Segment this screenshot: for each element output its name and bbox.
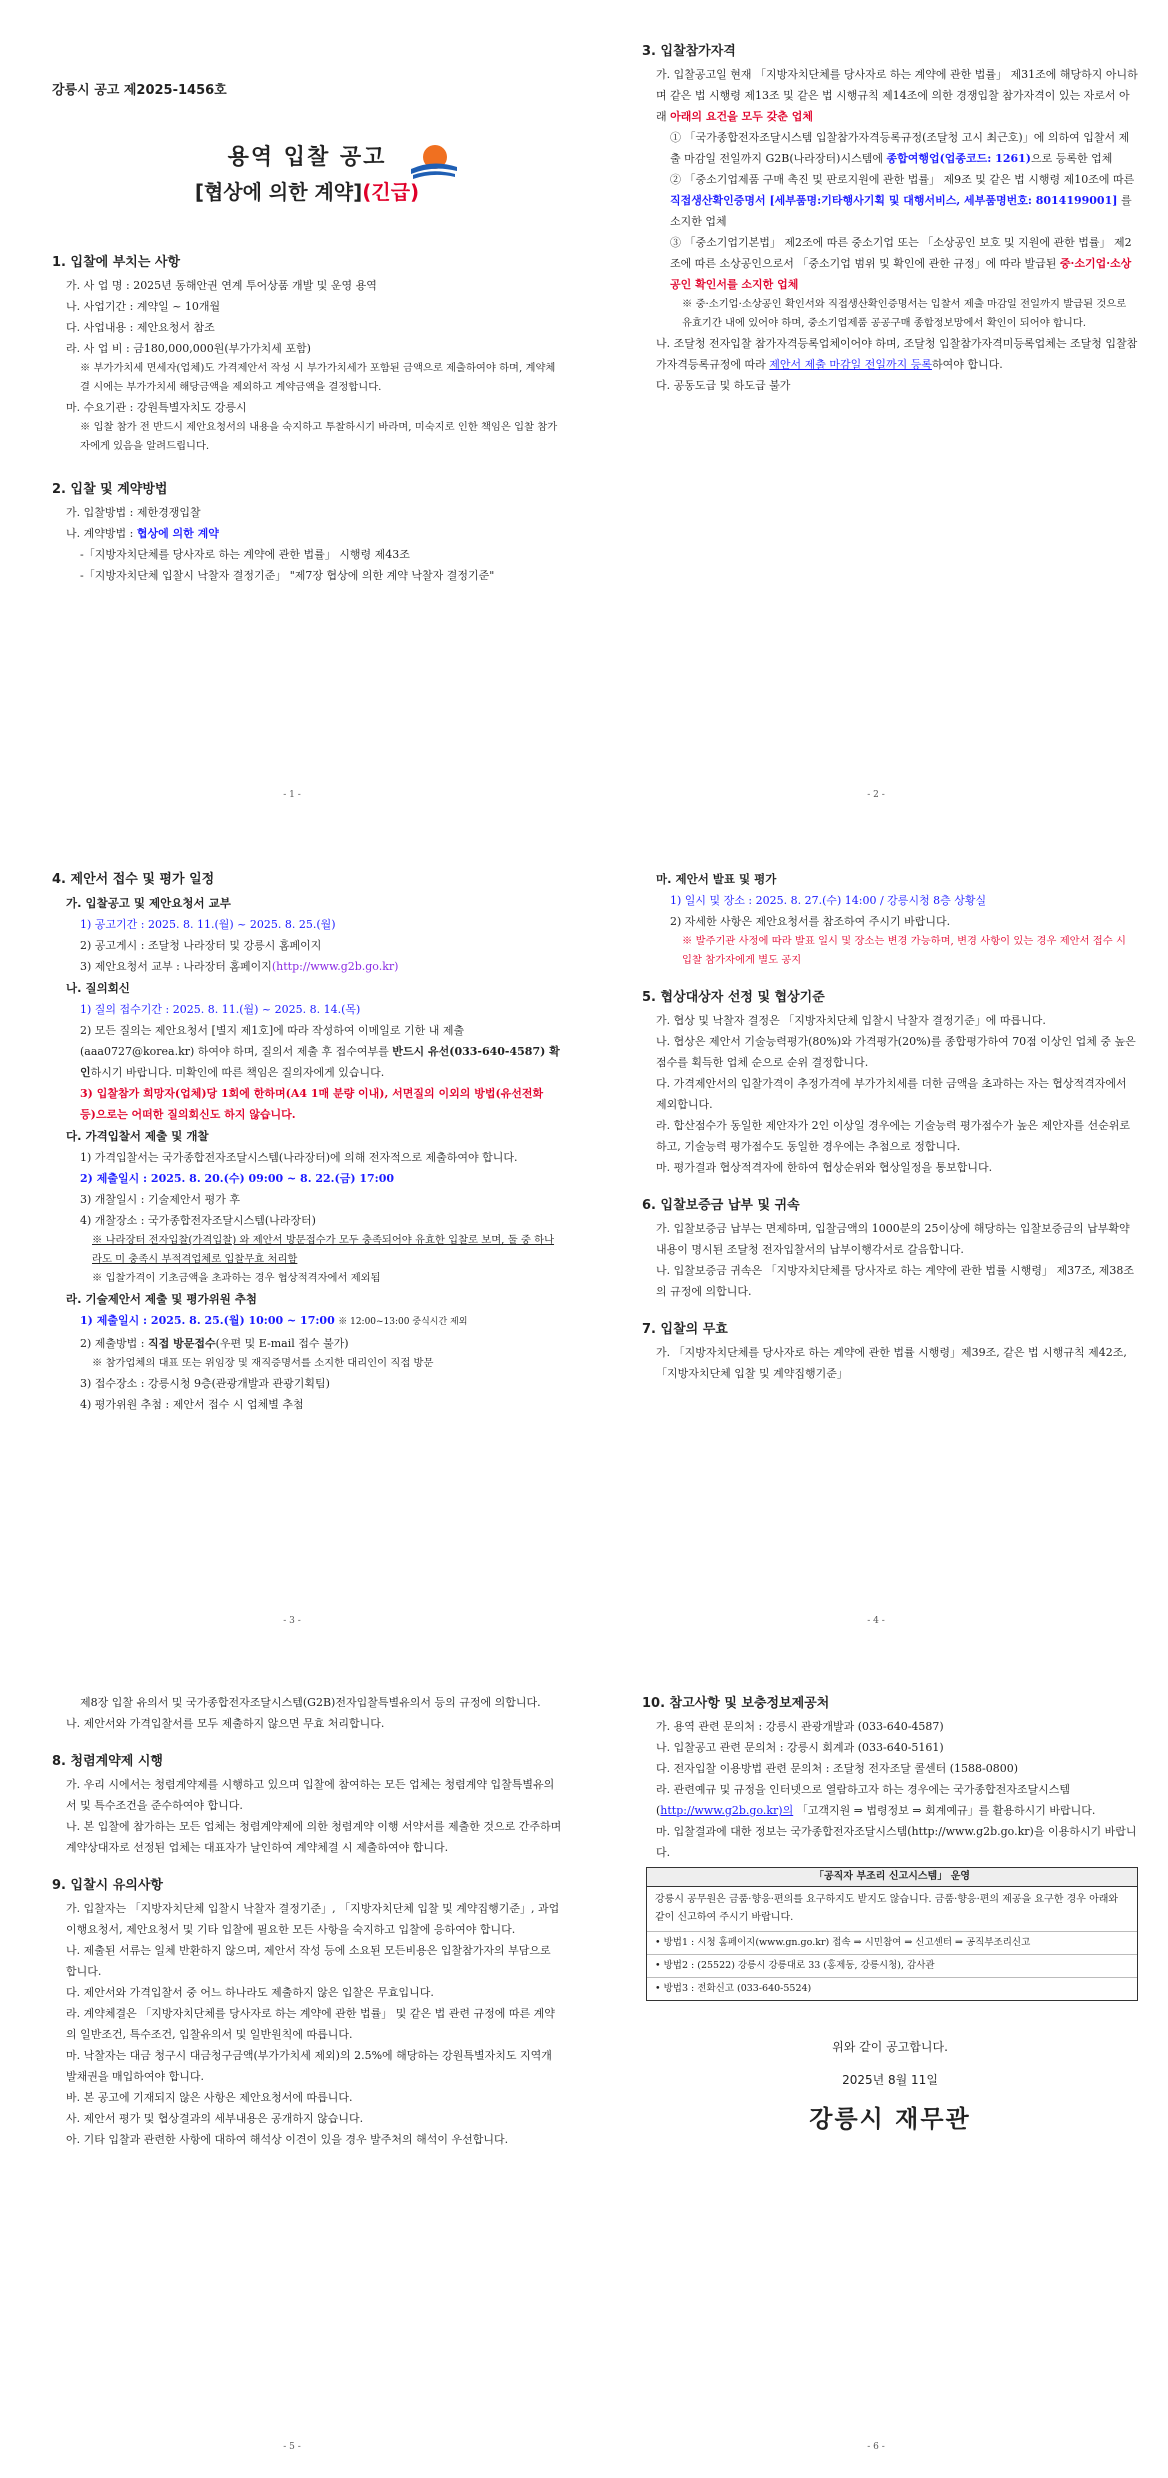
presentation-datetime: 1) 일시 및 장소 : 2025. 8. 27.(수) 14:00 / 강릉시청 8층 상황실 <box>670 894 987 907</box>
g2b-registration: 나. 조달청 전자입찰 참가자격등록업체이어야 하며, 조달청 입찰참가자격미등록업체는 조달청 입찰참가자격등록규정에 따라 제안서 제출 마감일 전일까지 등록하여야 합니다. <box>656 337 1138 371</box>
report-method-2: • 방법2 : (25522) 강릉시 강릉대로 33 (홍제동, 강릉시청), 감사관 <box>647 1954 1137 1977</box>
section-7 <box>642 1318 1138 1384</box>
evaluator-draw: 4) 평가위원 추첨 : 제안서 접수 시 업체별 추첨 <box>80 1398 304 1411</box>
page-number: - 4 - <box>867 1616 885 1626</box>
section-title: 8. 청렴계약제 시행 <box>52 1754 163 1769</box>
report-box-body: 강릉시 공무원은 금품·향응·편의를 요구하지도 받지도 않습니다. 금품·향응·편의 제공을 요구한 경우 아래와 같이 신고하여 주시기 바랍니다. <box>655 1894 1119 1923</box>
page-number: - 6 - <box>867 2442 885 2452</box>
contact-service: 가. 용역 관련 문의처 : 강릉시 관광개발과 (033-640-4587) <box>656 1720 944 1733</box>
project-name: 가. 사 업 명 : 2025년 동해안권 연계 투어상품 개발 및 운영 용역 <box>66 279 377 292</box>
bid-result-info: 마. 입찰결과에 대한 정보는 국가종합전자조달시스템(http://www.g2b.go.kr)을 이용하시기 바랍니다. <box>656 1825 1137 1859</box>
section-title: 9. 입찰시 유의사항 <box>52 1878 163 1893</box>
page-5 <box>0 1652 584 2478</box>
proposal-method: 2) 제출방법 : 직접 방문접수(우편 및 E-mail 접수 불가) <box>80 1337 349 1350</box>
section-1 <box>52 251 562 456</box>
caution-h: 아. 기타 입찰과 관련한 사항에 대하여 해석상 이견이 있을 경우 발주처의 해석이 우선합니다. <box>66 2133 509 2146</box>
caution-b: 나. 제출된 서류는 일체 반환하지 않으며, 제안서 작성 등에 소요된 모든비용은 입찰참가자의 부담으로 합니다. <box>66 1944 551 1978</box>
section-5 <box>642 986 1138 1178</box>
report-method-1: • 방법1 : 시청 홈페이지(www.gn.go.kr) 접속 ⇒ 시민참여 ⇒ 신고센터 ⇒ 공직부조리신고 <box>647 1931 1137 1954</box>
section-title: 2. 입찰 및 계약방법 <box>52 482 168 497</box>
rfp-distribution: 3) 제안요청서 교부 : 나라장터 홈페이지(http://www.g2b.go.kr) <box>80 960 399 973</box>
price-bid-datetime: 2) 제출일시 : 2025. 8. 20.(수) 09:00 ~ 8. 22.(금) 17:00 <box>80 1172 395 1185</box>
announce-period: 1) 공고기간 : 2025. 8. 11.(월) ~ 2025. 8. 25.(월) <box>80 918 336 931</box>
caution-c: 다. 제안서와 가격입찰서 중 어느 하나라도 제출하지 않은 입찰은 무효입니다. <box>66 1986 434 1999</box>
bid-opening-time: 3) 개찰일시 : 기술제안서 평가 후 <box>80 1193 240 1206</box>
page-4 <box>584 826 1168 1652</box>
deposit-forfeit: 나. 입찰보증금 귀속은 「지방자치단체를 당사자로 하는 계약에 관한 법률 시행령」 제37조, 제38조의 규정에 의합니다. <box>656 1264 1134 1298</box>
page-number: - 5 - <box>283 2442 301 2452</box>
negotiation-standard: 가. 협상 및 낙찰자 결정은 「지방자치단체 입찰시 낙찰자 결정기준」에 따릅니다. <box>656 1014 1046 1027</box>
page-2 <box>584 0 1168 826</box>
issuing-agency: 강릉시 재무관 <box>809 2105 971 2133</box>
eligibility-note: ※ 중·소기업·소상공인 확인서와 직접생산확인증명서는 입찰서 제출 마감일 전일까지 발급된 것으로 유효기간 내에 있어야 하며, 중소기업제품 공공구매 종합정보망에서 확인이 되어야 합니다. <box>682 298 1127 329</box>
subsection-title: 라. 기술제안서 제출 및 평가위원 추첨 <box>66 1292 258 1306</box>
section-2 <box>52 478 562 586</box>
g2b-link[interactable]: http://www.g2b.go.kr)의 <box>660 1804 794 1817</box>
presentation-note: ※ 발주기관 사정에 따라 발표 일시 및 장소는 변경 가능하며, 변경 사항이 있는 경우 제안서 접수 시 입찰 참가자에게 별도 공지 <box>682 935 1126 966</box>
subsection-title: 나. 질의회신 <box>66 981 130 995</box>
subsection-title: 마. 제안서 발표 및 평가 <box>656 872 777 886</box>
project-content: 다. 사업내용 : 제안요청서 참조 <box>66 321 215 334</box>
report-system-box <box>646 1867 1138 2001</box>
subsection-title: 가. 입찰공고 및 제안요청서 교부 <box>66 896 231 910</box>
subsection-title: 다. 가격입찰서 제출 및 개찰 <box>66 1129 209 1143</box>
integrity-a: 가. 우리 시에서는 청렴계약제를 시행하고 있으며 입찰에 참여하는 모든 업체는 청렴계약 입찰특별유의서 및 특수조건을 준수하여야 합니다. <box>66 1778 555 1812</box>
inquiry-limit: 3) 입찰참가 희망자(업체)당 1회에 한하며(A4 1매 분량 이내), 서면질의 이외의 방법(유선전화 등)으로는 어떠한 질의회신도 하지 않습니다. <box>80 1087 544 1121</box>
result-notice: 마. 평가결과 협상적격자에 한하여 협상순위와 협상일정을 통보합니다. <box>656 1161 993 1174</box>
proposal-datetime: 1) 제출일시 : 2025. 8. 25.(월) 10:00 ~ 17:00 ※ 12:00~13:00 중식시간 제외 <box>80 1314 468 1327</box>
eligibility-condition-3: ③ 「중소기업기본법」 제2조에 따른 중소기업 또는 「소상공인 보호 및 지원에 관한 법률」 제2조에 따른 소상공인으로서 「중소기업 범위 및 확인에 관한 규정」에 따라 발급된 중·소기업·소상공인 확인서를 소지한 업체 <box>670 236 1132 291</box>
report-method-3: • 방법3 : 전화신고 (033-640-5524) <box>647 1977 1137 2000</box>
invalid-bid-b: 나. 제안서와 가격입찰서를 모두 제출하지 않으면 무효 처리합니다. <box>66 1717 385 1730</box>
inquiry-method: 2) 모든 질의는 제안요청서 [별지 제1호]에 따라 작성하여 이메일로 기한 내 제출(aaa0727@korea.kr) 하여야 하며, 질의서 제출 후 접수여부를 반드시 유선(033-640-4587) 확인하시기 바랍니다. 미확인에 따른 책임은 질의자에게 있습니다. <box>80 1024 560 1079</box>
page-6 <box>584 1652 1168 2478</box>
closing-text: 위와 같이 공고합니다. <box>832 2040 948 2054</box>
section-6 <box>642 1194 1138 1302</box>
regulations-info: 라. 관련예규 및 규정을 인터넷으로 열람하고자 하는 경우에는 국가종합전자조달시스템(http://www.g2b.go.kr)의 「고객지원 ⇒ 법령정보 ⇒ 회계예규」를 활용하시기 바랍니다. <box>656 1783 1096 1817</box>
notice-date: 2025년 8월 11일 <box>842 2073 938 2087</box>
page-number: - 1 - <box>283 790 301 800</box>
page-number: - 3 - <box>283 1616 301 1626</box>
section-title: 6. 입찰보증금 납부 및 귀속 <box>642 1198 800 1213</box>
deposit-exemption: 가. 입찰보증금 납부는 면제하며, 입찰금액의 1000분의 25이상에 해당하는 입찰보증금의 납부확약 내용이 명시된 조달청 전자입찰서의 납부이행각서로 갈음합니다. <box>656 1222 1130 1256</box>
contact-bid: 나. 입찰공고 관련 문의처 : 강릉시 회계과 (033-640-5161) <box>656 1741 944 1754</box>
price-limit-note: ※ 입찰가격이 기초금액을 초과하는 경우 협상적격자에서 제외됨 <box>92 1272 381 1284</box>
inquiry-period: 1) 질의 접수기간 : 2025. 8. 11.(월) ~ 2025. 8. 14.(목) <box>80 1003 361 1016</box>
page-number: - 2 - <box>867 790 885 800</box>
price-bid-submit: 1) 가격입찰서는 국가종합전자조달시스템(나라장터)에 의해 전자적으로 제출하여야 합니다. <box>80 1151 518 1164</box>
section-9 <box>52 1874 562 2150</box>
caution-g: 사. 제안서 평가 및 협상결과의 세부내용은 공개하지 않습니다. <box>66 2112 364 2125</box>
section-title: 3. 입찰참가자격 <box>642 44 736 59</box>
contract-method: 나. 계약방법 : 협상에 의한 계약 <box>66 527 219 540</box>
negotiation-scoring: 나. 협상은 제안서 기술능력평가(80%)와 가격평가(20%)를 종합평가하여 70점 이상인 업체 중 높은 점수를 획득한 업체 순으로 순위 결정합니다. <box>656 1035 1136 1069</box>
caution-f: 바. 본 공고에 기재되지 않은 사항은 제안요청서에 따릅니다. <box>66 2091 353 2104</box>
section-title: 4. 제안서 접수 및 평가 일정 <box>52 872 215 887</box>
visit-note: ※ 참가업체의 대표 또는 위임장 및 재직증명서를 소지한 대리인이 직접 방문 <box>92 1357 434 1369</box>
document-title: 용역 입찰 공고 <box>227 145 387 170</box>
proposal-place: 3) 접수장소 : 강릉시청 9층(관광개발과 관광기획팀) <box>80 1377 330 1390</box>
caution-d: 라. 계약체결은 「지방자치단체를 당사자로 하는 계약에 관한 법률」 및 같은 법 관련 규정에 따른 계약의 일반조건, 특수조건, 입찰유의서 및 일반원칙에 따릅니다. <box>66 2007 555 2041</box>
tie-rule: 라. 합산점수가 동일한 제안자가 2인 이상일 경우에는 기술능력 평가점수가 높은 제안자를 선순위로 하고, 기술능력 평가점수도 동일한 경우에는 추첨으로 정합니다. <box>656 1119 1130 1153</box>
integrity-b: 나. 본 입찰에 참가하는 모든 업체는 청렴계약제에 의한 청렴계약 이행 서약서를 제출한 것으로 간주하며 계약상대자로 선정된 업체는 대표자가 날인하여 계약체결 시 제출하여야 합니다. <box>66 1820 562 1854</box>
project-period: 나. 사업기간 : 계약일 ~ 10개월 <box>66 300 221 313</box>
title-block <box>52 141 562 209</box>
section-title: 1. 입찰에 부치는 사항 <box>52 255 181 270</box>
price-exclusion: 다. 가격제안서의 입찰가격이 추정가격에 부가가치세를 더한 금액을 초과하는 자는 협상적격자에서 제외합니다. <box>656 1077 1127 1111</box>
bidder-note: ※ 입찰 참가 전 반드시 제안요청서의 내용을 숙지하고 투찰하시기 바라며, 미숙지로 인한 책임은 입찰 참가자에게 있음을 알려드립니다. <box>80 421 558 452</box>
bid-method: 가. 입찰방법 : 제한경쟁입찰 <box>66 506 201 519</box>
report-box-title: 「공직자 부조리 신고시스템」 운영 <box>647 1868 1137 1887</box>
validity-note: ※ 나라장터 전자입찰(가격입찰) 와 제안서 방문접수가 모두 충족되어야 유효한 입찰로 보며, 둘 중 하나라도 미 충족시 부적격업체로 입찰무효 처리함 <box>92 1234 555 1265</box>
joint-contract: 다. 공동도급 및 하도급 불가 <box>656 379 791 392</box>
gangneung-logo-icon <box>407 143 459 183</box>
eligibility-condition-2: ② 「중소기업제품 구매 촉진 및 판로지원에 관한 법률」 제9조 및 같은 법 시행령 제10조에 따른 직접생산확인증명서 [세부품명:기타행사기획 및 대행서비스, 세부품명번호: 8014199001] 를 소지한 업체 <box>670 173 1135 228</box>
invalid-bid-cont: 제8장 입찰 유의서 및 국가종합전자조달시스템(G2B)전자입찰특별유의서 등의 규정에 의합니다. <box>80 1696 541 1709</box>
bid-opening-place: 4) 개찰장소 : 국가종합전자조달시스템(나라장터) <box>80 1214 316 1227</box>
eligibility-intro: 가. 입찰공고일 현재 「지방자치단체를 당사자로 하는 계약에 관한 법률」 제31조에 해당하지 아니하며 같은 법 시행령 제13조 및 같은 법 시행규칙 제14조에 의한 경쟁입찰 참가자격이 있는 자로서 아래 아래의 요건을 모두 갖춘 업체 <box>656 68 1138 123</box>
invalid-bid-law: 가. 「지방자치단체를 당사자로 하는 계약에 관한 법률 시행령」제39조, 같은 법 시행규칙 제42조, 「지방자치단체 입찰 및 계약집행기준」 <box>656 1346 1127 1380</box>
notice-number: 강릉시 공고 제2025-1456호 <box>52 83 227 98</box>
section-title: 10. 참고사항 및 보충정보제공처 <box>642 1696 830 1711</box>
page-1 <box>0 0 584 826</box>
announce-posting: 2) 공고게시 : 조달청 나라장터 및 강릉시 홈페이지 <box>80 939 322 952</box>
document-subtitle: [협상에 의한 계약](긴급) <box>194 180 420 204</box>
contract-law-2: -「지방자치단체 입찰시 낙찰자 결정기준」 "제7장 협상에 의한 계약 낙찰자 결정기준" <box>80 569 495 582</box>
page-3 <box>0 826 584 1652</box>
project-budget: 라. 사 업 비 : 금180,000,000원(부가가치세 포함) <box>66 342 311 355</box>
eligibility-condition-1: ① 「국가종합전자조달시스템 입찰참가자격등록규정(조달청 고시 최근호)」에 의하여 입찰서 제출 마감일 전일까지 G2B(나라장터)시스템에 종합여행업(업종코드: 1261)으로 등록한 업체 <box>670 131 1130 165</box>
contract-law-1: -「지방자치단체를 당사자로 하는 계약에 관한 법률」 시행령 제43조 <box>80 548 410 561</box>
section-title: 7. 입찰의 무효 <box>642 1322 728 1337</box>
demand-agency: 마. 수요기관 : 강원특별자치도 강릉시 <box>66 401 247 414</box>
vat-note: ※ 부가가치세 면세자(업체)도 가격제안서 작성 시 부가가치세가 포함된 금액으로 제출하여야 하며, 계약체결 시에는 부가가치세 해당금액을 제외하고 계약금액을 결정합니다. <box>80 362 556 393</box>
caution-a: 가. 입찰자는 「지방자치단체 입찰시 낙찰자 결정기준」, 「지방자치단체 입찰 및 계약집행기준」, 과업이행요청서, 제안요청서 및 기타 입찰에 필요한 모든 사항을 숙지하고 입찰에 응하여야 합니다. <box>66 1902 560 1936</box>
presentation-detail: 2) 자세한 사항은 제안요청서를 참조하여 주시기 바랍니다. <box>670 915 951 928</box>
section-title: 5. 협상대상자 선정 및 협상기준 <box>642 990 825 1005</box>
caution-e: 마. 낙찰자는 대금 청구시 대금청구금액(부가가치세 제외)의 2.5%에 해당하는 강원특별자치도 지역개발채권을 매입하여야 합니다. <box>66 2049 552 2083</box>
contact-callcenter: 다. 전자입찰 이용방법 관련 문의처 : 조달청 전자조달 콜센터 (1588-0800) <box>656 1762 1018 1775</box>
section-8 <box>52 1750 562 1858</box>
